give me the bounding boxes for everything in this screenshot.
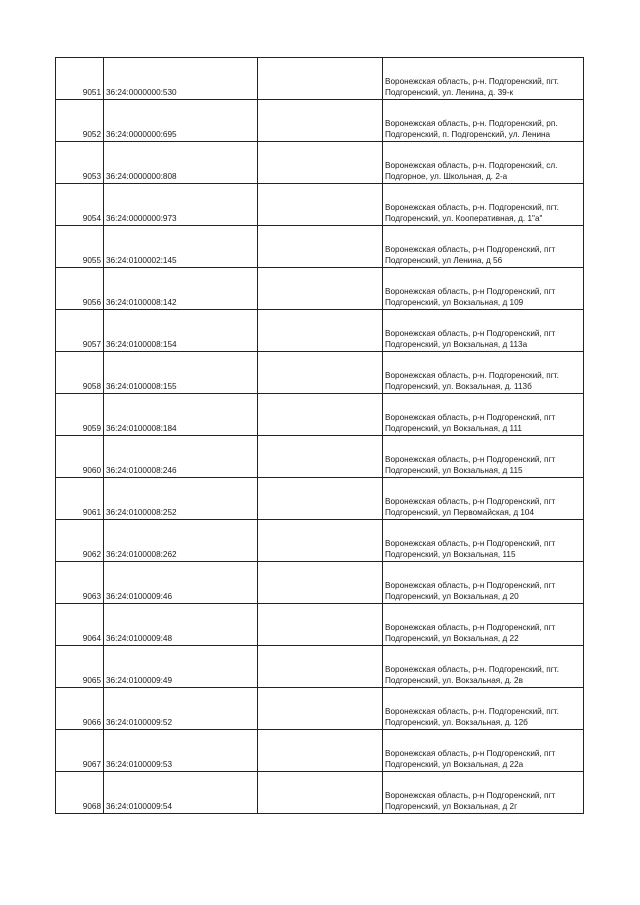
row-number: 9066 <box>56 688 104 730</box>
address-cell: Воронежская область, р-н. Подгоренский, пгт. Подгоренский, ул. Вокзальная, д. 113б <box>383 352 584 394</box>
address-cell: Воронежская область, р-н. Подгоренский, сл. Подгорное, ул. Школьная, д. 2-а <box>383 142 584 184</box>
cadastral-number: 36:24:0000000:695 <box>104 100 258 142</box>
row-number: 9060 <box>56 436 104 478</box>
address-cell: Воронежская область, р-н Подгоренский, пгт Подгоренский, ул Первомайская, д 104 <box>383 478 584 520</box>
address-cell: Воронежская область, р-н. Подгоренский, пгт. Подгоренский, ул. Кооперативная, д. 1"а" <box>383 184 584 226</box>
cadastral-number: 36:24:0100002:145 <box>104 226 258 268</box>
address-cell: Воронежская область, р-н Подгоренский, пгт Подгоренский, ул Вокзальная, д 22 <box>383 604 584 646</box>
address-cell: Воронежская область, р-н Подгоренский, пгт Подгоренский, ул Вокзальная, 115 <box>383 520 584 562</box>
empty-cell <box>258 478 383 520</box>
row-number: 9062 <box>56 520 104 562</box>
address-cell: Воронежская область, р-н. Подгоренский, пгт. Подгоренский, ул. Вокзальная, д. 12б <box>383 688 584 730</box>
address-cell: Воронежская область, р-н Подгоренский, пгт Подгоренский, ул Вокзальная, д 109 <box>383 268 584 310</box>
row-number: 9054 <box>56 184 104 226</box>
table-row <box>56 226 584 268</box>
cadastral-number: 36:24:0100009:53 <box>104 730 258 772</box>
table-row <box>56 184 584 226</box>
address-cell: Воронежская область, р-н Подгоренский, пгт Подгоренский, ул Ленина, д 56 <box>383 226 584 268</box>
address-cell: Воронежская область, р-н Подгоренский, пгт Подгоренский, ул Вокзальная, д 111 <box>383 394 584 436</box>
cadastral-number: 36:24:0100008:142 <box>104 268 258 310</box>
row-number: 9059 <box>56 394 104 436</box>
table-row <box>56 730 584 772</box>
cadastral-number: 36:24:0100008:155 <box>104 352 258 394</box>
cadastral-number: 36:24:0100009:49 <box>104 646 258 688</box>
address-cell: Воронежская область, р-н Подгоренский, пгт Подгоренский, ул Вокзальная, д 113а <box>383 310 584 352</box>
table-row <box>56 310 584 352</box>
empty-cell <box>258 184 383 226</box>
row-number: 9055 <box>56 226 104 268</box>
row-number: 9063 <box>56 562 104 604</box>
table-row <box>56 58 584 100</box>
cadastral-number: 36:24:0100008:154 <box>104 310 258 352</box>
table-row <box>56 772 584 814</box>
cadastral-number: 36:24:0100008:262 <box>104 520 258 562</box>
empty-cell <box>258 562 383 604</box>
empty-cell <box>258 688 383 730</box>
table-row <box>56 436 584 478</box>
table-row <box>56 520 584 562</box>
empty-cell <box>258 142 383 184</box>
empty-cell <box>258 604 383 646</box>
cadastral-number: 36:24:0000000:973 <box>104 184 258 226</box>
empty-cell <box>258 352 383 394</box>
cadastral-number: 36:24:0100009:52 <box>104 688 258 730</box>
table-row <box>56 562 584 604</box>
table-row <box>56 646 584 688</box>
row-number: 9058 <box>56 352 104 394</box>
row-number: 9068 <box>56 772 104 814</box>
registry-body <box>56 58 584 814</box>
table-row <box>56 478 584 520</box>
cadastral-number: 36:24:0000000:808 <box>104 142 258 184</box>
empty-cell <box>258 436 383 478</box>
empty-cell <box>258 646 383 688</box>
table-row <box>56 268 584 310</box>
table-row <box>56 142 584 184</box>
cadastral-number: 36:24:0100009:46 <box>104 562 258 604</box>
empty-cell <box>258 394 383 436</box>
row-number: 9052 <box>56 100 104 142</box>
address-cell: Воронежская область, р-н. Подгоренский, пгт. Подгоренский, ул. Вокзальная, д. 2в <box>383 646 584 688</box>
property-registry-table <box>55 57 584 814</box>
row-number: 9053 <box>56 142 104 184</box>
cadastral-number: 36:24:0100009:54 <box>104 772 258 814</box>
row-number: 9064 <box>56 604 104 646</box>
table-row <box>56 604 584 646</box>
row-number: 9051 <box>56 58 104 100</box>
row-number: 9056 <box>56 268 104 310</box>
table-row <box>56 688 584 730</box>
empty-cell <box>258 310 383 352</box>
table-row <box>56 352 584 394</box>
cadastral-number: 36:24:0100008:246 <box>104 436 258 478</box>
empty-cell <box>258 730 383 772</box>
cadastral-number: 36:24:0100008:252 <box>104 478 258 520</box>
row-number: 9061 <box>56 478 104 520</box>
empty-cell <box>258 268 383 310</box>
address-cell: Воронежская область, р-н Подгоренский, пгт Подгоренский, ул Вокзальная, д 115 <box>383 436 584 478</box>
row-number: 9065 <box>56 646 104 688</box>
empty-cell <box>258 226 383 268</box>
cadastral-number: 36:24:0100009:48 <box>104 604 258 646</box>
table-row <box>56 100 584 142</box>
empty-cell <box>258 100 383 142</box>
empty-cell <box>258 58 383 100</box>
empty-cell <box>258 520 383 562</box>
cadastral-number: 36:24:0100008:184 <box>104 394 258 436</box>
table-row <box>56 394 584 436</box>
address-cell: Воронежская область, р-н. Подгоренский, рп. Подгоренский, п. Подгоренский, ул. Ленина <box>383 100 584 142</box>
empty-cell <box>258 772 383 814</box>
address-cell: Воронежская область, р-н. Подгоренский, пгт. Подгоренский, ул. Ленина, д. 39-к <box>383 58 584 100</box>
address-cell: Воронежская область, р-н Подгоренский, пгт Подгоренский, ул Вокзальная, д 22а <box>383 730 584 772</box>
row-number: 9057 <box>56 310 104 352</box>
address-cell: Воронежская область, р-н Подгоренский, пгт Подгоренский, ул Вокзальная, д 2г <box>383 772 584 814</box>
row-number: 9067 <box>56 730 104 772</box>
address-cell: Воронежская область, р-н Подгоренский, пгт Подгоренский, ул Вокзальная, д 20 <box>383 562 584 604</box>
cadastral-number: 36:24:0000000:530 <box>104 58 258 100</box>
